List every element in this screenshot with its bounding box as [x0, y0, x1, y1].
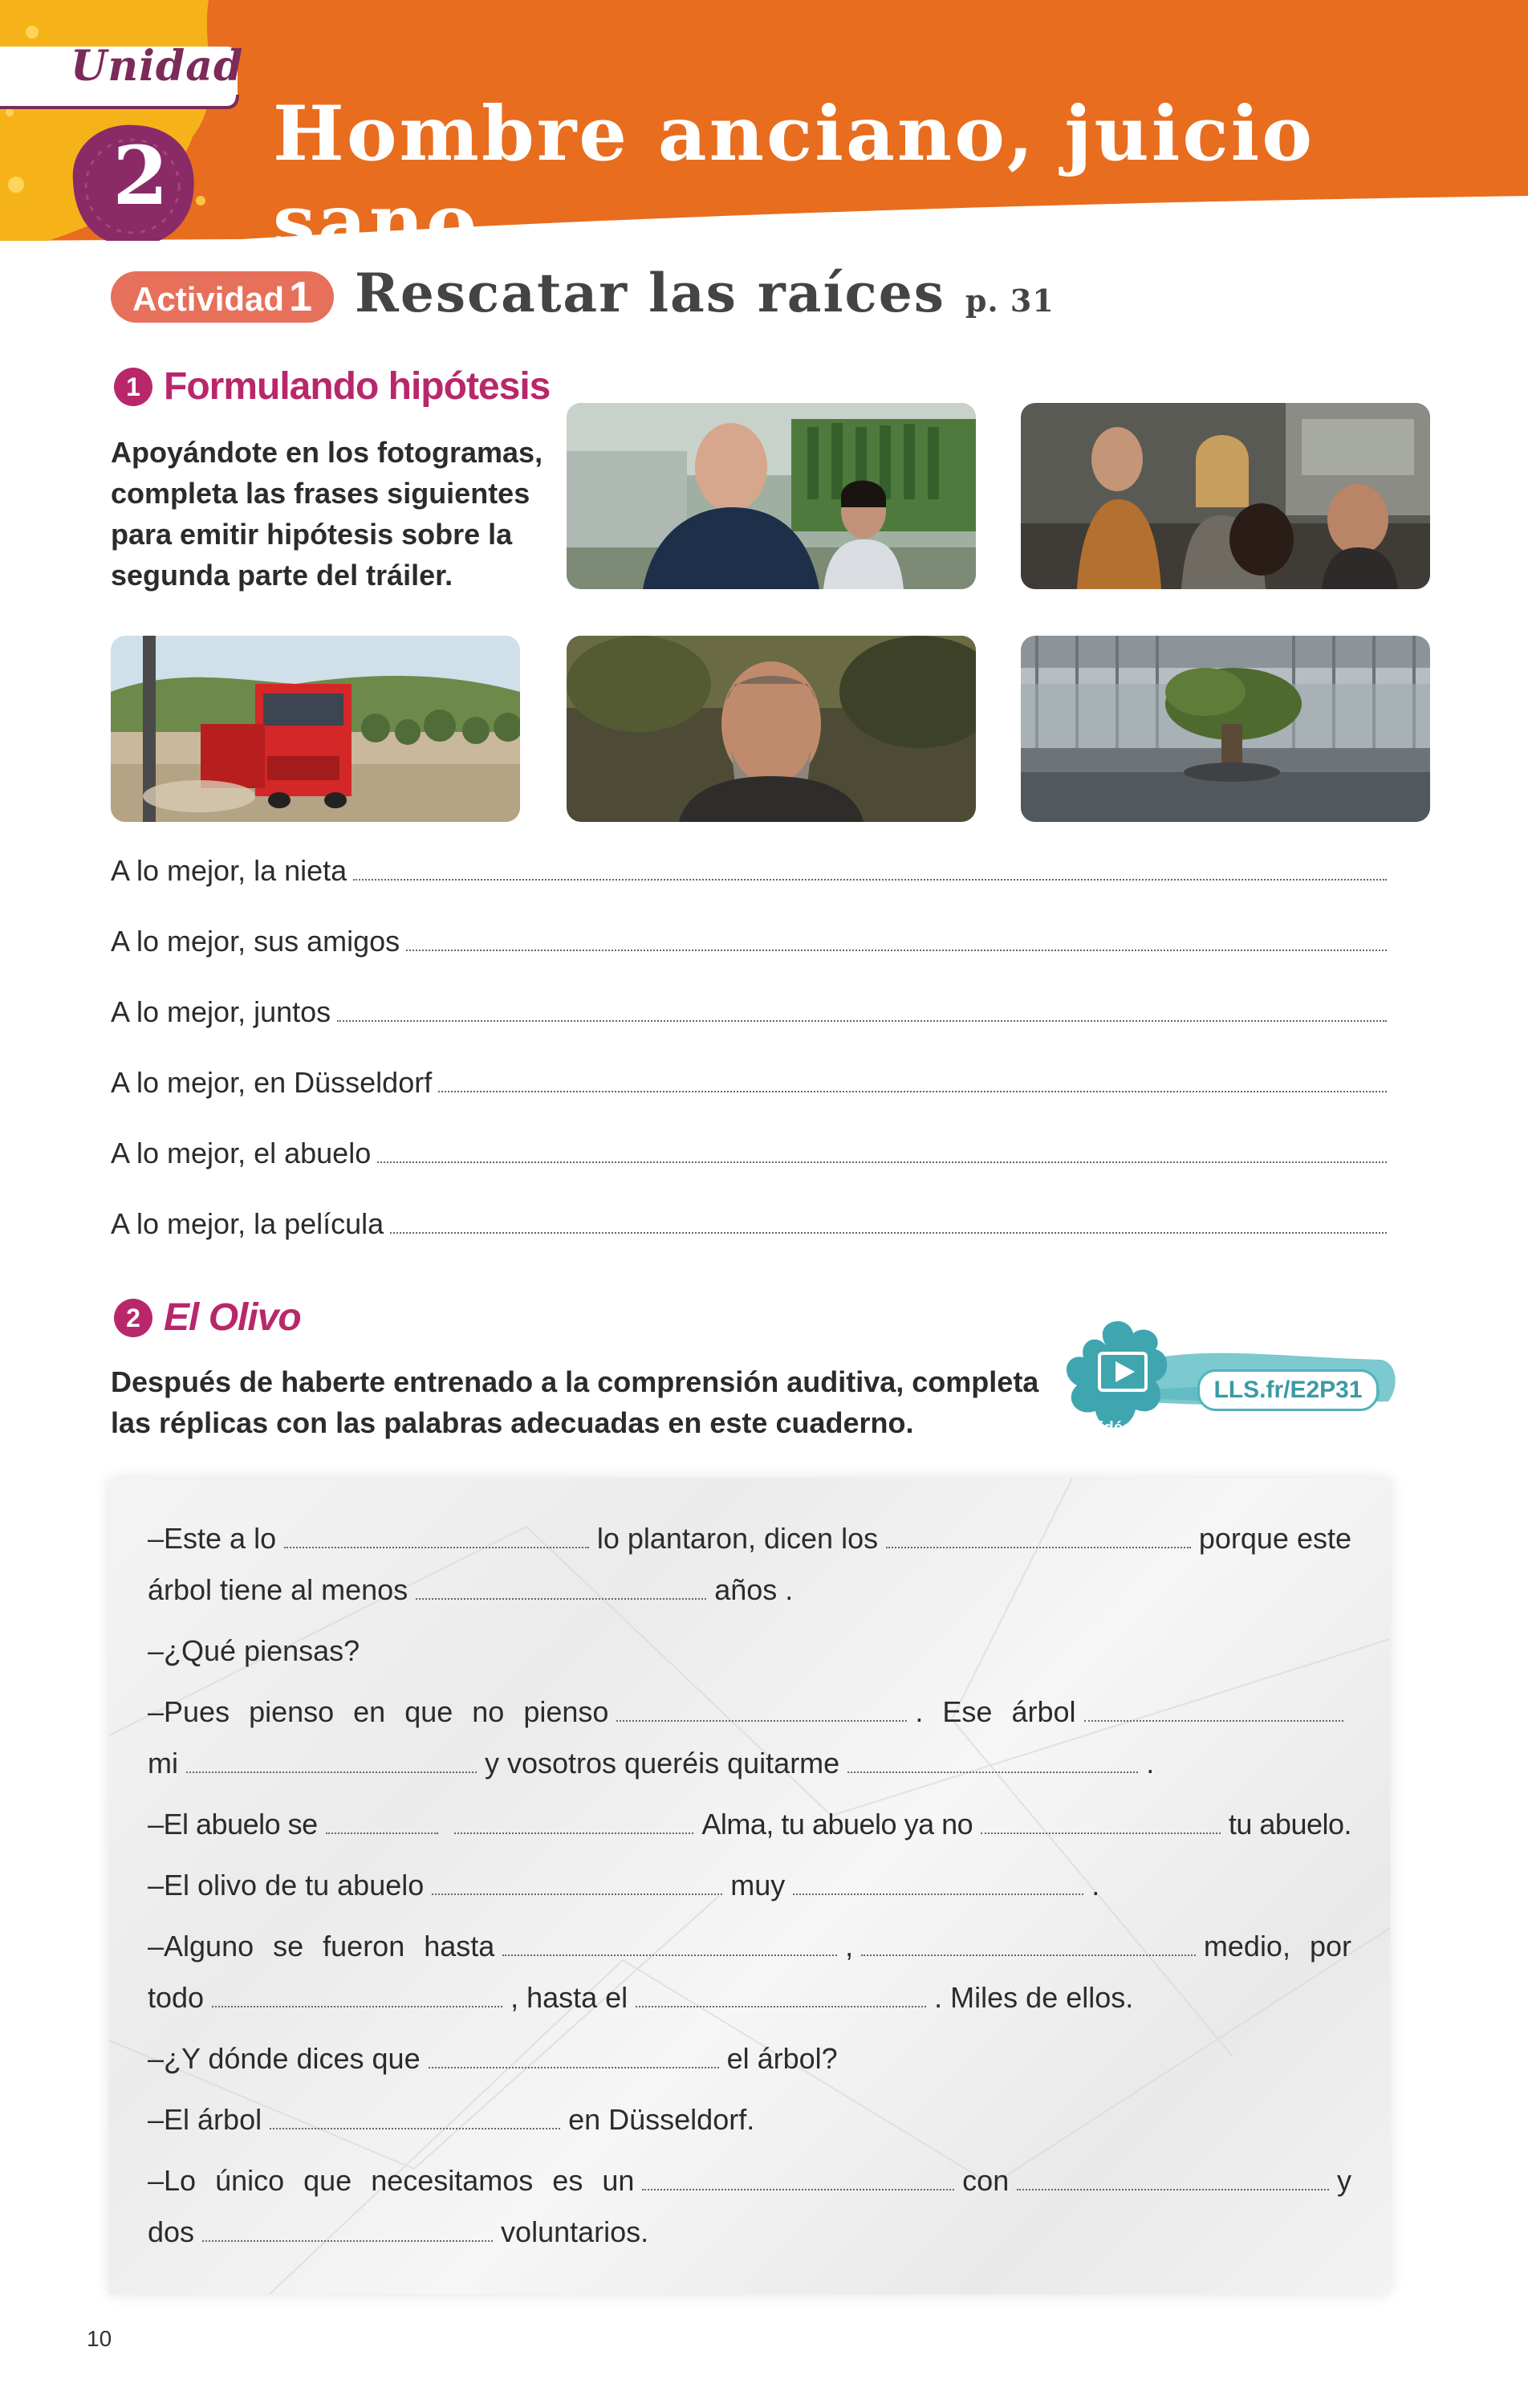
hypothesis-prompt: A lo mejor, juntos	[111, 995, 331, 1028]
dialogue-text: . Miles de ellos.	[934, 1981, 1134, 2014]
film-still-old-man	[567, 636, 976, 822]
dialogue-text: dos	[148, 2215, 195, 2248]
hypothesis-prompt: A lo mejor, la nieta	[111, 854, 347, 887]
film-still-friends-table	[1021, 403, 1430, 589]
answer-blank[interactable]	[186, 1770, 477, 1773]
dialogue-text: .	[1146, 1747, 1155, 1780]
instruction-line: segunda parte del tráiler.	[111, 559, 453, 592]
dialogue-line	[148, 1930, 1351, 1963]
section-instruction	[111, 1361, 1058, 1443]
answer-blank[interactable]	[212, 2004, 502, 2007]
unit-label: Unidad	[71, 42, 244, 91]
section-heading-el-olivo	[114, 1296, 301, 1340]
answer-blank[interactable]	[390, 1230, 1387, 1234]
dialogue-text: porque este	[1198, 1522, 1351, 1555]
instruction-line: Después de haberte entrenado a la comprensión auditiva, completa	[111, 1365, 1039, 1398]
hypothesis-line	[111, 995, 1387, 1029]
unit-header	[0, 0, 1528, 266]
hypothesis-prompt: A lo mejor, en Düsseldorf	[111, 1066, 433, 1099]
activity-badge	[111, 271, 334, 323]
dialogue-text: medio, por	[1203, 1930, 1351, 1963]
dialogue-text: árbol tiene al menos	[148, 1573, 408, 1606]
instruction-line: para emitir hipótesis sobre la	[111, 518, 513, 551]
dialogue-text: y	[1337, 2164, 1352, 2197]
dialogue-line	[148, 2215, 1351, 2249]
dialogue-line	[148, 1981, 1351, 2015]
dialogue-line	[148, 2164, 1351, 2198]
dialogue-line	[148, 1747, 1351, 1780]
video-link[interactable]: LLS.fr/E2P31	[1197, 1369, 1379, 1411]
answer-blank[interactable]	[981, 1831, 1221, 1834]
dialogue-text: tu abuelo.	[1228, 1808, 1352, 1841]
dialogue-text: , hasta el	[510, 1981, 628, 2014]
answer-blank[interactable]	[1017, 2187, 1329, 2190]
hypothesis-line	[111, 1207, 1387, 1241]
section-heading-hypotheses	[114, 364, 550, 409]
dialogue-text: lo plantaron, dicen los	[596, 1522, 879, 1555]
dialogue-text: –¿Y dónde dices que	[148, 2042, 421, 2075]
answer-blank[interactable]	[429, 2065, 719, 2068]
answer-blank[interactable]	[438, 1089, 1387, 1092]
hypothesis-prompt: A lo mejor, la película	[111, 1207, 384, 1240]
dialogue-text: –El abuelo se	[148, 1808, 318, 1841]
dialogue-line	[148, 1695, 1351, 1729]
dialogue-text: Alma, tu abuelo ya no	[701, 1808, 973, 1841]
hypothesis-line	[111, 925, 1387, 958]
answer-blank[interactable]	[284, 1545, 589, 1548]
dialogue-line	[148, 1869, 1351, 1902]
activity-title	[355, 262, 1055, 324]
answer-blank[interactable]	[416, 1597, 706, 1600]
hypothesis-prompt: A lo mejor, sus amigos	[111, 925, 400, 958]
hypothesis-line	[111, 854, 1387, 888]
answer-blank[interactable]	[793, 1892, 1083, 1895]
film-still-olive-tree-building	[1021, 636, 1430, 822]
activity-badge-number: 1	[289, 274, 312, 320]
answer-blank[interactable]	[432, 1892, 722, 1895]
answer-blank[interactable]	[861, 1953, 1196, 1956]
dialogue-line	[148, 2042, 1351, 2076]
dialogue-text: el árbol?	[726, 2042, 838, 2075]
answer-blank[interactable]	[353, 877, 1387, 881]
dialogue-text: con	[962, 2164, 1010, 2197]
section-number: 1	[114, 368, 152, 406]
hypothesis-line	[111, 1137, 1387, 1170]
dialogue-text: en Düsseldorf.	[568, 2103, 755, 2136]
section-number: 2	[114, 1299, 152, 1337]
answer-blank[interactable]	[642, 2187, 954, 2190]
dialogue-text: –Este a lo	[148, 1522, 277, 1555]
hypothesis-line	[111, 1066, 1387, 1100]
instruction-line: las réplicas con las palabras adecuadas en este cuaderno.	[111, 1406, 914, 1439]
dialogue-text: y vosotros queréis quitarme	[485, 1747, 840, 1780]
dialogue-line	[148, 1634, 1351, 1668]
dialogue-line	[148, 1808, 1351, 1841]
dialogue-text: todo	[148, 1981, 205, 2014]
dialogue-text: . Ese árbol	[915, 1695, 1076, 1728]
hypothesis-prompt: A lo mejor, el abuelo	[111, 1137, 372, 1169]
dialogue-text: –¿Qué piensas?	[148, 1634, 360, 1667]
dialogue-text: mi	[148, 1747, 178, 1780]
section-instruction	[111, 432, 560, 596]
answer-blank[interactable]	[886, 1545, 1191, 1548]
page-number: 10	[87, 2326, 112, 2351]
answer-blank[interactable]	[337, 1019, 1387, 1022]
dialogue-text: muy	[730, 1869, 786, 1902]
dialogue-text: –Alguno se fueron hasta	[148, 1930, 495, 1963]
dialogue-text: años .	[714, 1573, 794, 1606]
answer-blank[interactable]	[847, 1770, 1138, 1773]
answer-blank[interactable]	[406, 948, 1387, 951]
activity-badge-label: Actividad	[132, 280, 285, 318]
answer-blank[interactable]	[636, 2004, 926, 2007]
film-still-grandfather-girl	[567, 403, 976, 589]
answer-blank[interactable]	[270, 2126, 560, 2129]
answer-blank[interactable]	[502, 1953, 837, 1956]
answer-blank[interactable]	[326, 1831, 438, 1834]
dialogue-text: ,	[845, 1930, 854, 1963]
page-title: Hombre anciano, juicio sano	[273, 90, 1315, 266]
section-title: Formulando hipótesis	[164, 365, 551, 408]
answer-blank[interactable]	[616, 1719, 907, 1722]
dialogue-text: –El olivo de tu abuelo	[148, 1869, 425, 1902]
dialogue-text: voluntarios.	[501, 2215, 649, 2248]
activity-title-text: Rescatar las raíces	[355, 262, 945, 324]
video-label: vidéo	[1090, 1419, 1133, 1437]
answer-blank[interactable]	[454, 1831, 694, 1834]
dialogue-line	[148, 2103, 1351, 2137]
dialogue-line	[148, 1522, 1351, 1556]
answer-blank[interactable]	[202, 2239, 493, 2242]
activity-page-ref: p. 31	[965, 283, 1055, 319]
film-still-red-truck	[111, 636, 520, 822]
unit-number: 2	[112, 128, 169, 223]
dialogue-text: –Pues pienso en que no pienso	[148, 1695, 609, 1728]
instruction-line: completa las frases siguientes	[111, 477, 530, 510]
answer-blank[interactable]	[377, 1160, 1387, 1163]
dialogue-text: –El árbol	[148, 2103, 262, 2136]
dialogue-text: .	[1091, 1869, 1100, 1902]
section-title: El Olivo	[164, 1296, 301, 1339]
answer-blank[interactable]	[1084, 1719, 1344, 1722]
instruction-line: Apoyándote en los fotogramas,	[111, 436, 543, 469]
dialogue-text: –Lo único que necesitamos es un	[148, 2164, 635, 2197]
dialogue-line	[148, 1573, 1351, 1607]
